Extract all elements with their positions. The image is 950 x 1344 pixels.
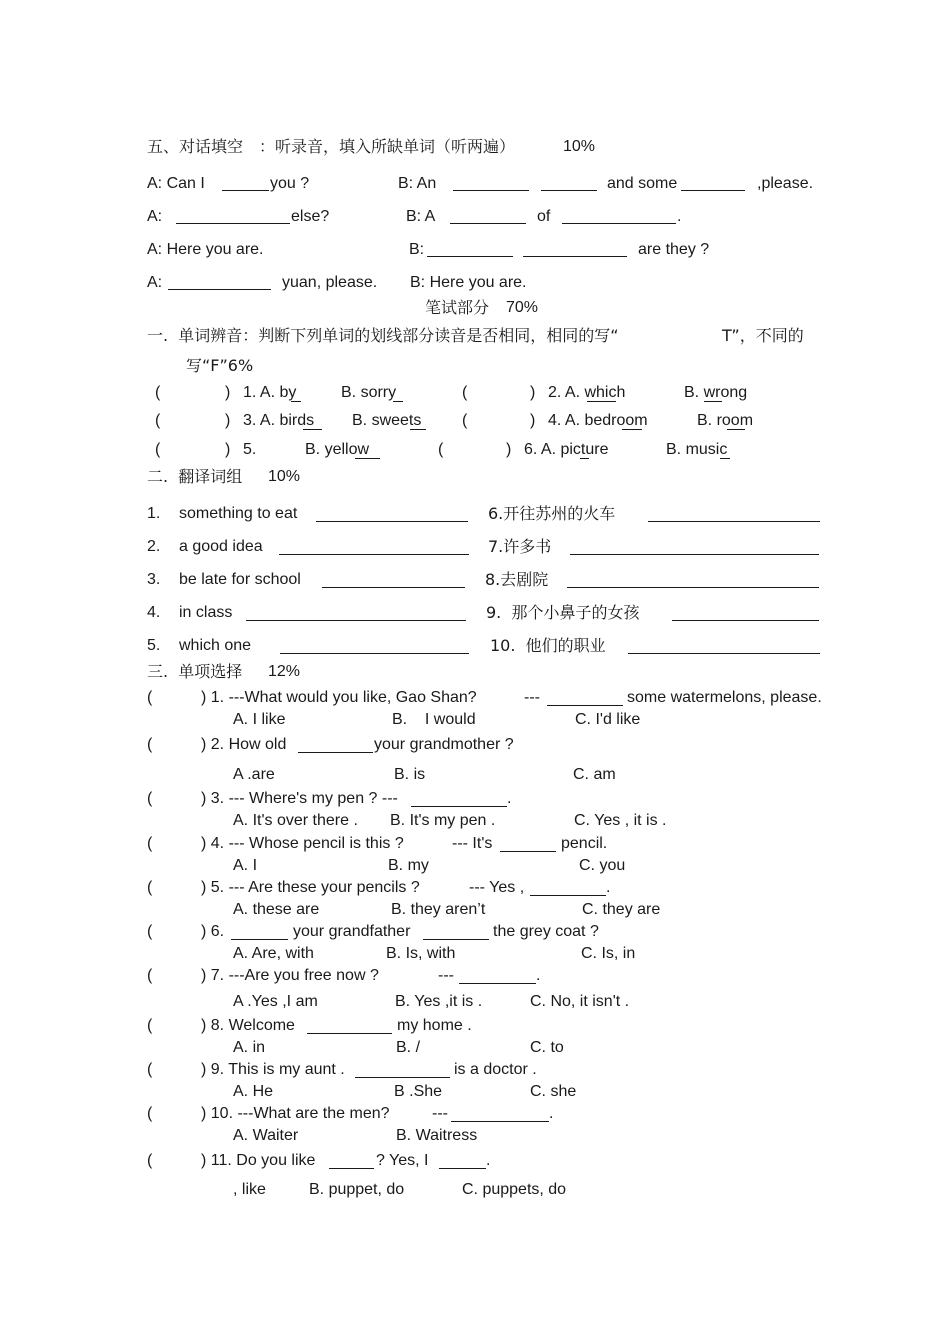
option-b[interactable]: B. / <box>396 1039 421 1056</box>
phonics-q4: 4. A. bedroom <box>548 412 648 429</box>
answer-blank[interactable] <box>355 1077 450 1078</box>
answer-blank[interactable] <box>648 521 820 522</box>
option-c[interactable]: C. I'd like <box>575 711 641 728</box>
answer-blank[interactable] <box>567 587 819 588</box>
option-b[interactable]: B. Waitress <box>396 1127 478 1144</box>
answer-blank[interactable] <box>329 1168 374 1169</box>
answer-blank[interactable] <box>562 223 676 224</box>
answer-blank[interactable] <box>453 190 529 191</box>
dialogue-line-1b: you ? <box>270 175 310 192</box>
answer-blank[interactable] <box>316 521 468 522</box>
question-10-tail: . <box>549 1105 554 1122</box>
dialogue-heading: 五、对话填空 ：听录音，填入所缺单词（听两遍） <box>147 137 516 156</box>
phrase-3: be late for school <box>179 571 301 588</box>
question-11: ) 11. Do you like <box>201 1152 316 1169</box>
question-9-tail: is a doctor . <box>454 1061 537 1078</box>
option-c[interactable]: C. to <box>530 1039 564 1056</box>
answer-paren-open: ( <box>147 790 153 807</box>
answer-blank[interactable] <box>279 554 469 555</box>
question-4-tail: pencil. <box>561 835 608 852</box>
answer-blank[interactable] <box>168 289 271 290</box>
answer-paren-open: ( <box>147 835 153 852</box>
question-1: ) 1. ---What would you like, Gao Shan? <box>201 689 477 706</box>
option-a[interactable]: A. I like <box>233 711 286 728</box>
dialogue-line-1c: B: An <box>398 175 437 192</box>
phonics-q2: 2. A. which <box>548 384 626 401</box>
answer-blank[interactable] <box>541 190 597 191</box>
option-a[interactable]: A .are <box>233 766 275 783</box>
option-a[interactable]: A. these are <box>233 901 320 918</box>
phonics-q4-b: B. room <box>697 412 754 429</box>
item-number: 2. <box>147 538 161 555</box>
answer-blank[interactable] <box>411 806 507 807</box>
question-10: ) 10. ---What are the men? <box>201 1105 390 1122</box>
answer-blank[interactable] <box>570 554 819 555</box>
question-8: ) 8. Welcome <box>201 1017 295 1034</box>
phonics-heading: 一. 单词辨音：判断下列单词的划线部分读音是否相同，相同的写“ <box>147 326 619 345</box>
question-7-mid: --- <box>438 967 454 984</box>
answer-paren-open: ( <box>155 384 161 401</box>
phonics-q1-b: B. sorry <box>341 384 397 401</box>
option-c[interactable]: C. Yes , it is . <box>574 812 667 829</box>
answer-paren-open: ( <box>462 412 468 429</box>
answer-blank[interactable] <box>222 190 269 191</box>
answer-blank[interactable] <box>427 256 513 257</box>
option-b[interactable]: B .She <box>394 1083 443 1100</box>
dialogue-line-3c: are they ? <box>638 241 710 258</box>
question-3: ) 3. --- Where's my pen ? --- <box>201 790 398 807</box>
option-a[interactable]: A. He <box>233 1083 274 1100</box>
answer-paren-open: ( <box>155 412 161 429</box>
answer-blank[interactable] <box>628 653 820 654</box>
option-a[interactable]: , like <box>233 1181 266 1198</box>
option-b[interactable]: B. puppet, do <box>309 1181 405 1198</box>
written-part-pct: 70% <box>506 299 539 316</box>
item-number: 1. <box>147 505 161 522</box>
phonics-q6: 6. A. picture <box>524 441 609 458</box>
question-4-mid: --- It's <box>452 835 493 852</box>
dialogue-line-3b: B: <box>409 241 425 258</box>
translation-heading: 二. 翻译词组 <box>147 467 243 486</box>
answer-paren-open: ( <box>147 1152 153 1169</box>
dialogue-line-2b: else? <box>291 208 330 225</box>
underline-mark <box>580 458 589 459</box>
phrase-6: 6.开往苏州的火车 <box>488 504 616 523</box>
option-a[interactable]: A. Are, with <box>233 945 314 962</box>
option-c[interactable]: C. Is, in <box>581 945 636 962</box>
question-5: ) 5. --- Are these your pencils ? <box>201 879 420 896</box>
choice-heading-pct: 12% <box>268 663 301 680</box>
question-2-tail: your grandmother ? <box>374 736 514 753</box>
answer-paren-close[interactable]: ) <box>530 384 536 401</box>
answer-paren-close[interactable]: ) <box>225 441 231 458</box>
answer-blank[interactable] <box>500 851 556 852</box>
answer-blank[interactable] <box>280 653 469 654</box>
underline-mark <box>410 429 426 430</box>
item-number: 3. <box>147 571 161 588</box>
phonics-q1: 1. A. by <box>243 384 297 401</box>
answer-paren-open: ( <box>147 967 153 984</box>
underline-mark <box>720 458 730 459</box>
answer-paren-close[interactable]: ) <box>506 441 512 458</box>
answer-blank[interactable] <box>450 223 526 224</box>
dialogue-line-1e: ,please. <box>757 175 814 192</box>
answer-blank[interactable] <box>681 190 745 191</box>
answer-paren-open: ( <box>147 879 153 896</box>
answer-paren-open: ( <box>147 1105 153 1122</box>
answer-blank[interactable] <box>231 939 288 940</box>
phonics-heading-cont: T”，不同的 <box>722 326 804 345</box>
option-a[interactable]: A. in <box>233 1039 266 1056</box>
option-c[interactable]: C. they are <box>582 901 661 918</box>
phonics-q2-b: B. wrong <box>684 384 748 401</box>
answer-paren-close[interactable]: ) <box>225 412 231 429</box>
option-c[interactable]: C. No, it isn't . <box>530 993 630 1010</box>
answer-blank[interactable] <box>459 983 536 984</box>
question-8-tail: my home . <box>397 1017 472 1034</box>
answer-paren-open: ( <box>147 923 153 940</box>
answer-paren-close[interactable]: ) <box>225 384 231 401</box>
dialogue-line-2e: . <box>677 208 682 225</box>
answer-paren-open: ( <box>147 689 153 706</box>
answer-blank[interactable] <box>451 1121 549 1122</box>
answer-blank[interactable] <box>246 620 466 621</box>
choice-heading: 三. 单项选择 <box>147 662 243 681</box>
option-b[interactable]: B. is <box>394 766 426 783</box>
option-a[interactable]: A. It's over there . <box>233 812 358 829</box>
item-number: 5. <box>147 637 161 654</box>
answer-blank[interactable] <box>530 895 606 896</box>
question-7: ) 7. ---Are you free now ? <box>201 967 379 984</box>
phonics-heading-line2: 写“F”6% <box>186 356 254 375</box>
answer-paren-open: ( <box>147 1061 153 1078</box>
item-number: 4. <box>147 604 161 621</box>
dialogue-heading-pct: 10% <box>563 138 596 155</box>
translation-heading-pct: 10% <box>268 468 301 485</box>
question-5-mid: --- Yes , <box>469 879 525 896</box>
question-6-mid: your grandfather <box>293 923 411 940</box>
option-b[interactable]: B. I would <box>392 711 476 728</box>
answer-blank[interactable] <box>547 705 623 706</box>
dialogue-line-2a: A: <box>147 208 163 225</box>
answer-paren-open: ( <box>438 441 444 458</box>
answer-blank[interactable] <box>307 1033 392 1034</box>
option-a[interactable]: A. Waiter <box>233 1127 299 1144</box>
question-6: ) 6. <box>201 923 225 940</box>
answer-blank[interactable] <box>322 587 465 588</box>
answer-paren-open: ( <box>155 441 161 458</box>
question-10-mid: --- <box>432 1105 448 1122</box>
question-6-tail: the grey coat ? <box>493 923 599 940</box>
phonics-q5: 5. <box>243 441 257 458</box>
phrase-5: which one <box>179 637 252 654</box>
phrase-7: 7.许多书 <box>488 537 552 556</box>
option-b[interactable]: B. It's my pen . <box>390 812 496 829</box>
answer-paren-close[interactable]: ) <box>530 412 536 429</box>
answer-blank[interactable] <box>439 1168 486 1169</box>
phrase-8: 8.去剧院 <box>485 570 549 589</box>
question-2: ) 2. How old <box>201 736 287 753</box>
option-c[interactable]: C. am <box>573 766 616 783</box>
phrase-1: something to eat <box>179 505 298 522</box>
option-a[interactable]: A .Yes ,I am <box>233 993 318 1010</box>
phrase-2: a good idea <box>179 538 263 555</box>
question-1-dash: --- <box>524 689 540 706</box>
question-4: ) 4. --- Whose pencil is this ? <box>201 835 404 852</box>
underline-mark <box>704 401 722 402</box>
dialogue-line-1d: and some <box>607 175 678 192</box>
question-1-tail: some watermelons, please. <box>627 689 822 706</box>
underline-mark <box>727 429 745 430</box>
option-c[interactable]: C. she <box>530 1083 577 1100</box>
dialogue-line-3a: A: Here you are. <box>147 241 264 258</box>
option-a[interactable]: A. I <box>233 857 258 874</box>
answer-blank[interactable] <box>298 752 373 753</box>
underline-mark <box>393 401 403 402</box>
dialogue-line-4a: A: <box>147 274 163 291</box>
question-3-tail: . <box>507 790 512 807</box>
phonics-q3: 3. A. birds <box>243 412 315 429</box>
dialogue-line-2c: B: A <box>406 208 436 225</box>
question-11-mid: ? Yes, I <box>376 1152 429 1169</box>
answer-blank[interactable] <box>176 223 290 224</box>
phrase-10: 10. 他们的职业 <box>490 636 606 655</box>
underline-mark <box>291 401 301 402</box>
phrase-9: 9. 那个小鼻子的女孩 <box>486 603 640 622</box>
underline-mark <box>303 429 322 430</box>
written-part-title: 笔试部分 <box>425 298 490 317</box>
option-b[interactable]: B. they aren’t <box>391 901 486 918</box>
question-9: ) 9. This is my aunt . <box>201 1061 345 1078</box>
dialogue-line-1a: A: Can I <box>147 175 205 192</box>
phonics-q6-b: B. music <box>666 441 728 458</box>
answer-paren-open: ( <box>147 736 153 753</box>
question-7-tail: . <box>536 967 541 984</box>
dialogue-line-2d: of <box>537 208 551 225</box>
answer-paren-open: ( <box>147 1017 153 1034</box>
underline-mark <box>587 401 616 402</box>
question-5-tail: . <box>606 879 611 896</box>
option-b[interactable]: B. Yes ,it is . <box>395 993 483 1010</box>
answer-blank[interactable] <box>423 939 489 940</box>
phonics-q5-b: B. yellow <box>305 441 370 458</box>
answer-blank[interactable] <box>672 620 819 621</box>
question-11-tail: . <box>486 1152 491 1169</box>
option-c[interactable]: C. puppets, do <box>462 1181 567 1198</box>
underline-mark <box>622 429 642 430</box>
answer-blank[interactable] <box>523 256 627 257</box>
option-b[interactable]: B. my <box>388 857 429 874</box>
dialogue-line-4b: yuan, please. <box>282 274 378 291</box>
answer-paren-open: ( <box>462 384 468 401</box>
dialogue-line-4c: B: Here you are. <box>410 274 527 291</box>
phrase-4: in class <box>179 604 233 621</box>
underline-mark <box>355 458 380 459</box>
option-c[interactable]: C. you <box>579 857 626 874</box>
phonics-q3-b: B. sweets <box>352 412 422 429</box>
option-b[interactable]: B. Is, with <box>386 945 456 962</box>
